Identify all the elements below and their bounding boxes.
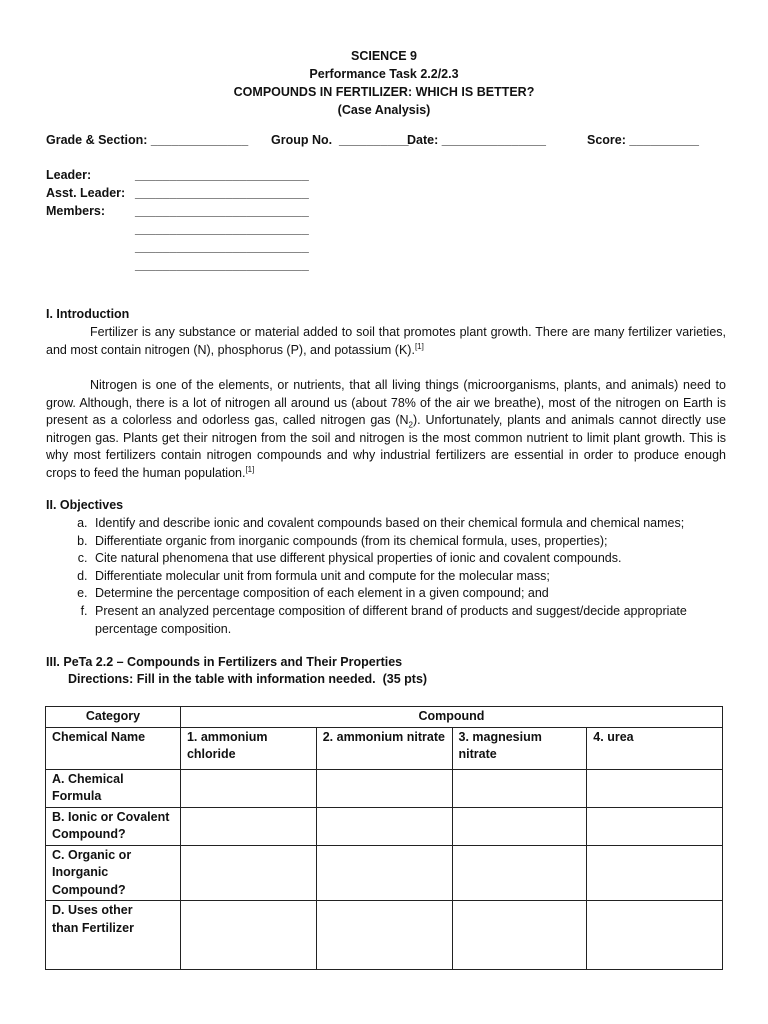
answer-cell[interactable]: [316, 807, 452, 845]
date-field[interactable]: Date: _______________: [407, 133, 547, 147]
row-label: A. Chemical Formula: [46, 769, 181, 807]
member-blank[interactable]: _________________________: [135, 204, 309, 218]
intro-text-2a: Nitrogen is one of the elements, or nutrients, that all living things (microorganisms, plants, and animals) need to grow. Although, there is a lot of nitrogen all around us (about 78% of the air we breathe), most of the nitrogen on Earth is present as a colorless and odorless gas, called nitrogen gas (N: [46, 378, 726, 427]
table-row: [46, 769, 723, 807]
intro-text-2b: ). Unfortunately, plants and animals cannot directly use nitrogen gas. Plants get their nitrogen from the soil and nitrogen is the most common nutrient to limit plant growth. This is why most fertilizers contain nitrogen compounds and why industrial fertilizers are essential in order to produce enough crops to feed the human population.: [46, 413, 726, 480]
answer-cell[interactable]: [452, 901, 587, 970]
objectives-list: [46, 515, 751, 638]
objective-item: a. Identify and describe ionic and covalent compounds based on their chemical formula and chemical names;: [91, 515, 751, 533]
compound-name-cell: 2. ammonium nitrate: [316, 727, 452, 769]
introduction-paragraph-1: [46, 324, 726, 359]
category-header: Category: [46, 707, 181, 728]
citation-ref: [1]: [414, 341, 424, 351]
intro-text-1: Fertilizer is any substance or material added to soil that promotes plant growth. There are many fertilizer varieties, and most contain nitrogen (N), phosphorus (P), and potassium (K).: [46, 325, 726, 357]
table-row: [46, 807, 723, 845]
row-label: B. Ionic or Covalent Compound?: [46, 807, 181, 845]
document-header: [0, 47, 768, 119]
objective-item: b. Differentiate organic from inorganic compounds (from its chemical formula, uses, properties);: [91, 533, 751, 551]
answer-cell[interactable]: [452, 845, 587, 901]
citation-ref: [1]: [245, 464, 255, 474]
task-subtitle: (Case Analysis): [337, 103, 431, 117]
compound-name-cell: 1. ammonium chloride: [180, 727, 316, 769]
asst-leader-blank[interactable]: _________________________: [135, 186, 309, 200]
table-header-row: [46, 707, 723, 728]
introduction-paragraph-2: [46, 377, 726, 482]
row-label: D. Uses other than Fertilizer: [46, 901, 181, 970]
objective-item: e. Determine the percentage composition of each element in a given compound; and: [91, 585, 751, 603]
score-field[interactable]: Score: __________: [587, 133, 699, 147]
subject-title: SCIENCE 9: [351, 49, 417, 63]
compound-name-cell: 4. urea: [587, 727, 723, 769]
table-row: [46, 901, 723, 970]
answer-cell[interactable]: [180, 845, 316, 901]
answer-cell[interactable]: [452, 769, 587, 807]
members-label: Members:: [46, 204, 106, 218]
answer-cell[interactable]: [316, 769, 452, 807]
objectives-heading: II. Objectives: [46, 498, 124, 512]
answer-cell[interactable]: [180, 901, 316, 970]
task-title: COMPOUNDS IN FERTILIZER: WHICH IS BETTER?: [233, 85, 535, 99]
compound-header: Compound: [180, 707, 722, 728]
answer-cell[interactable]: [316, 901, 452, 970]
answer-cell[interactable]: [587, 901, 723, 970]
answer-cell[interactable]: [587, 807, 723, 845]
answer-cell[interactable]: [180, 807, 316, 845]
group-number-field[interactable]: Group No. __________: [271, 133, 409, 147]
asst-leader-label: Asst. Leader:: [46, 186, 126, 200]
answer-cell[interactable]: [452, 807, 587, 845]
compounds-table: [45, 706, 723, 970]
subscript: 2: [408, 420, 413, 430]
objective-item: c. Cite natural phenomena that use different physical properties of ionic and covalent compounds.: [91, 550, 751, 568]
row-label: C. Organic or Inorganic Compound?: [46, 845, 181, 901]
answer-cell[interactable]: [316, 845, 452, 901]
leader-label: Leader:: [46, 168, 92, 182]
leader-blank[interactable]: _________________________: [135, 168, 309, 182]
peta-heading: III. PeTa 2.2 – Compounds in Fertilizers and Their Properties: [46, 655, 403, 669]
objective-item: d. Differentiate molecular unit from formula unit and compute for the molecular mass;: [91, 568, 751, 586]
introduction-heading: I. Introduction: [46, 307, 130, 321]
objective-item: f. Present an analyzed percentage composition of different brand of products and suggest/decide appropriate percentage composition.: [91, 603, 751, 638]
answer-cell[interactable]: [587, 845, 723, 901]
grade-section-field[interactable]: Grade & Section: ______________: [46, 133, 249, 147]
member-blank[interactable]: _________________________: [135, 258, 309, 272]
answer-cell[interactable]: [180, 769, 316, 807]
table-row: [46, 727, 723, 769]
task-number: Performance Task 2.2/2.3: [309, 67, 459, 81]
answer-cell[interactable]: [587, 769, 723, 807]
table-row: [46, 845, 723, 901]
directions-text: Directions: Fill in the table with information needed. (35 pts): [68, 672, 428, 686]
compound-name-cell: 3. magnesium nitrate: [452, 727, 587, 769]
member-blank[interactable]: _________________________: [135, 222, 309, 236]
member-blank[interactable]: _________________________: [135, 240, 309, 254]
chemical-name-label: Chemical Name: [46, 727, 181, 769]
